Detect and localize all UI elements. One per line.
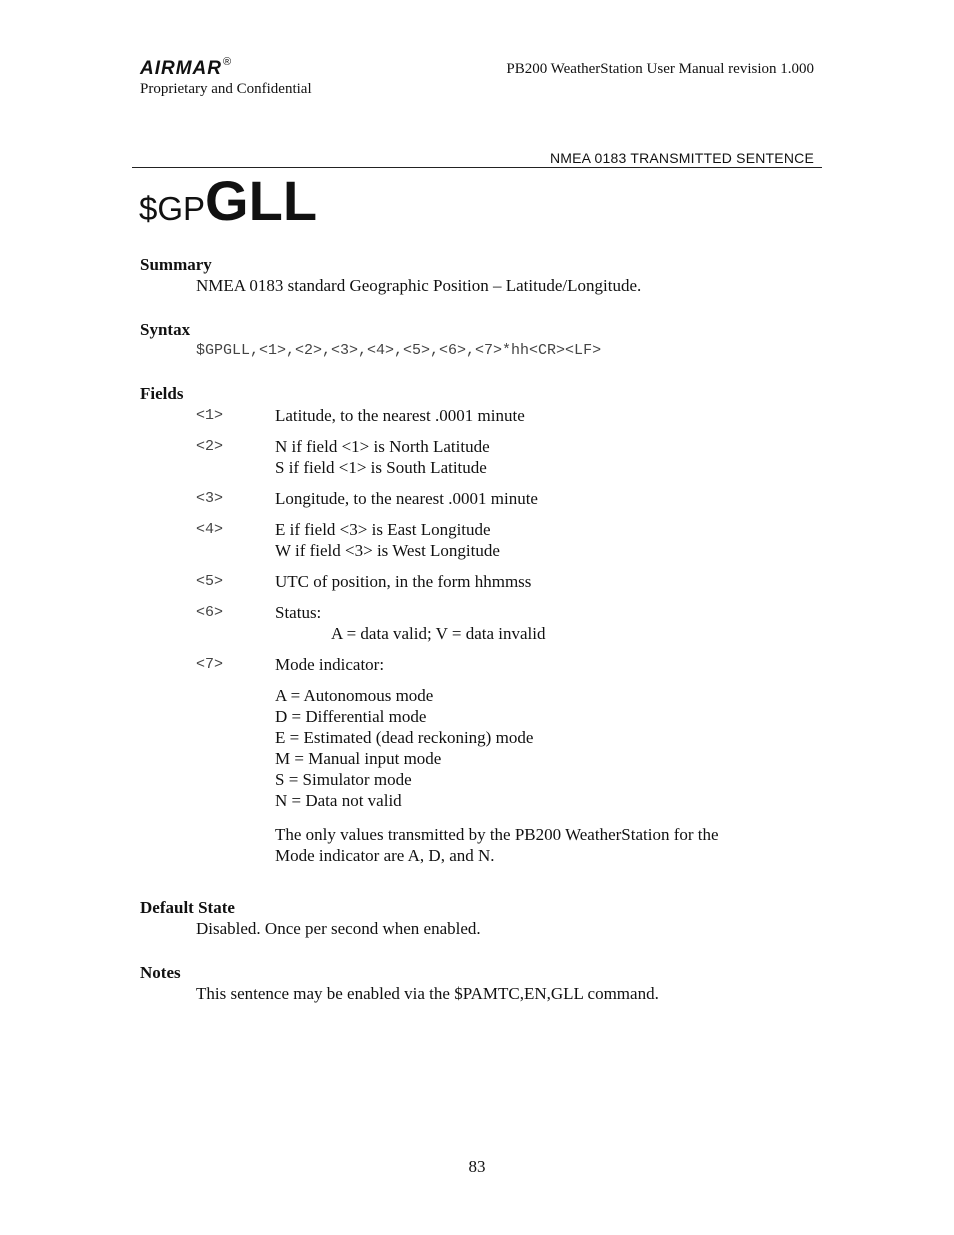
field-line: A = data valid; V = data invalid bbox=[331, 624, 546, 643]
field-id: <5> bbox=[196, 573, 224, 590]
field-description bbox=[275, 488, 538, 509]
mode-item: D = Differential mode bbox=[275, 707, 427, 726]
field-id: <1> bbox=[196, 407, 224, 424]
syntax-text: $GPGLL,<1>,<2>,<3>,<4>,<5>,<6>,<7>*hh<CR><LF> bbox=[196, 342, 602, 359]
manual-title: PB200 WeatherStation User Manual revision 1.000 bbox=[506, 61, 814, 77]
logo-text: AIRMAR bbox=[140, 58, 222, 79]
mode-item: E = Estimated (dead reckoning) mode bbox=[275, 728, 534, 747]
fields-label: Fields bbox=[140, 384, 184, 403]
field-id: <3> bbox=[196, 490, 224, 507]
notes-label: Notes bbox=[140, 963, 181, 982]
field-description bbox=[275, 405, 525, 426]
mode-item: A = Autonomous mode bbox=[275, 686, 434, 705]
mode-note-line: Mode indicator are A, D, and N. bbox=[275, 846, 495, 865]
field-line: E if field <3> is East Longitude bbox=[275, 520, 491, 539]
summary-text: NMEA 0183 standard Geographic Position – Latitude/Longitude. bbox=[196, 276, 642, 295]
field-line: UTC of position, in the form hhmmss bbox=[275, 572, 532, 591]
summary-label: Summary bbox=[140, 255, 212, 274]
title-prefix: $GP bbox=[139, 190, 206, 227]
field-line: W if field <3> is West Longitude bbox=[275, 541, 500, 560]
field-description bbox=[275, 602, 545, 644]
mode-note bbox=[275, 824, 719, 866]
title-main: GLL bbox=[205, 169, 318, 232]
field-id: <6> bbox=[196, 604, 224, 621]
field-line: Longitude, to the nearest .0001 minute bbox=[275, 489, 538, 508]
field-description bbox=[275, 571, 531, 592]
default-state-label: Default State bbox=[140, 898, 235, 917]
field-id: <4> bbox=[196, 521, 224, 538]
field-description bbox=[275, 654, 384, 675]
field-line: N if field <1> is North Latitude bbox=[275, 437, 490, 456]
field-id: <2> bbox=[196, 438, 224, 455]
field-line: Mode indicator: bbox=[275, 655, 385, 674]
page-number: 83 bbox=[468, 1157, 486, 1176]
mode-note-line: The only values transmitted by the PB200 WeatherStation for the bbox=[275, 825, 719, 844]
mode-item: N = Data not valid bbox=[275, 791, 402, 810]
field-line: Latitude, to the nearest .0001 minute bbox=[275, 406, 525, 425]
notes-text: This sentence may be enabled via the $PAMTC,EN,GLL command. bbox=[196, 984, 659, 1003]
mode-item: M = Manual input mode bbox=[275, 749, 442, 768]
field-line: S if field <1> is South Latitude bbox=[275, 458, 487, 477]
registered-mark: ® bbox=[223, 56, 233, 68]
field-description bbox=[275, 436, 490, 478]
syntax-label: Syntax bbox=[140, 320, 191, 339]
section-tag: NMEA 0183 TRANSMITTED SENTENCE bbox=[549, 150, 814, 166]
airmar-logo bbox=[140, 58, 232, 80]
field-line: Status: bbox=[275, 603, 322, 622]
default-state-text: Disabled. Once per second when enabled. bbox=[196, 919, 481, 938]
proprietary-notice: Proprietary and Confidential bbox=[140, 81, 312, 97]
mode-item: S = Simulator mode bbox=[275, 770, 412, 789]
field-description bbox=[275, 519, 500, 561]
page-title bbox=[139, 168, 317, 233]
field-id: <7> bbox=[196, 656, 224, 673]
mode-list bbox=[275, 685, 533, 811]
